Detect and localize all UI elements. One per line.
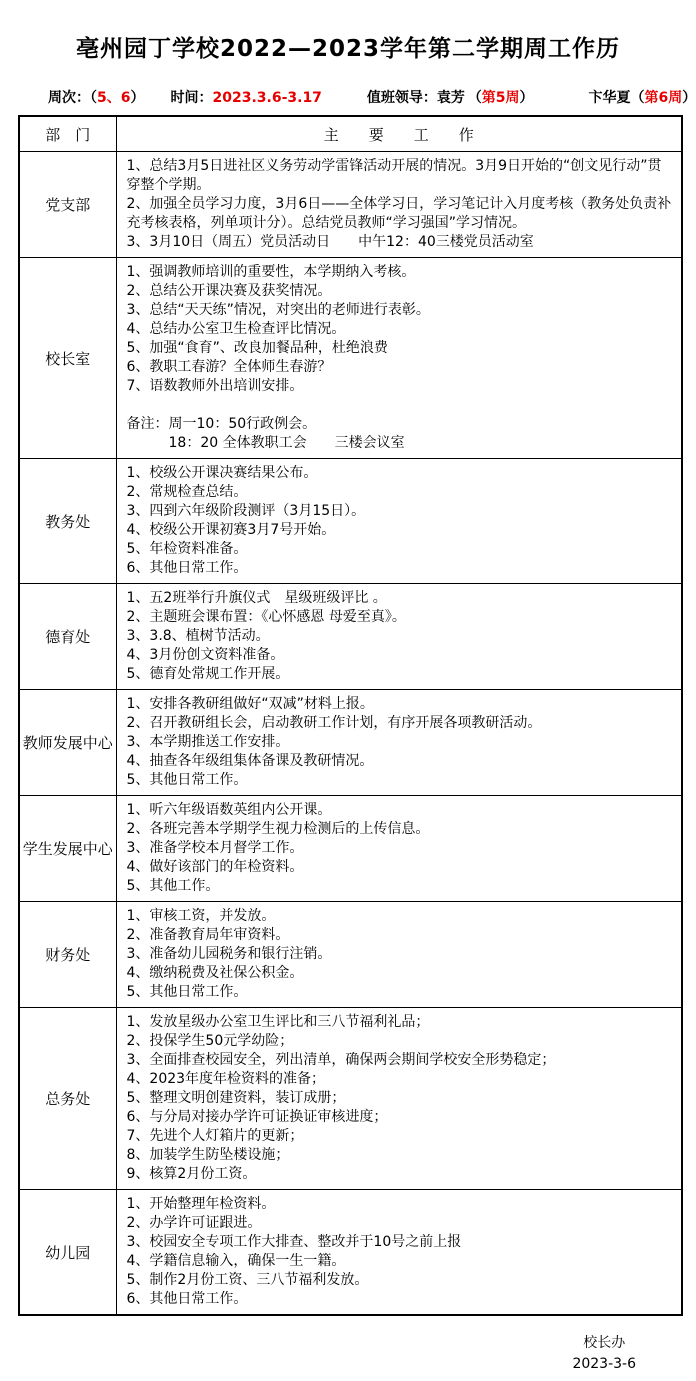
table-row bbox=[19, 459, 682, 584]
week-value: 5、6 bbox=[97, 90, 131, 106]
week-info bbox=[48, 87, 144, 107]
table-header-row bbox=[19, 116, 682, 152]
header-work-cell: 主 要 工 作 bbox=[116, 116, 682, 152]
tasks-cell bbox=[116, 152, 682, 258]
task-line: 4、2023年度年检资料的准备； bbox=[126, 1071, 326, 1087]
duty-leader-week6 bbox=[588, 87, 696, 107]
duty-leader-week5 bbox=[367, 87, 534, 107]
header-dept-cell: 部 门 bbox=[19, 116, 116, 152]
task-line: 4、抽查各年级组集体备课及教研情况。 bbox=[126, 753, 374, 769]
task-line: 3、校园安全专项工作大排查、整改并于10号之前上报 bbox=[126, 1234, 462, 1250]
task-line: 6、其他日常工作。 bbox=[126, 1291, 248, 1307]
task-line: 7、先进个人灯箱片的更新； bbox=[126, 1128, 304, 1144]
duty1-paren-close: ） bbox=[519, 90, 534, 106]
task-line: 4、缴纳税费及社保公积金。 bbox=[126, 965, 304, 981]
tasks-cell bbox=[116, 690, 682, 796]
week-paren-close: ） bbox=[130, 90, 145, 106]
task-line: 6、其他日常工作。 bbox=[126, 560, 248, 576]
table-row bbox=[19, 152, 682, 258]
task-line: 5、德育处常规工作开展。 bbox=[126, 666, 290, 682]
time-label: 时间： bbox=[170, 90, 213, 106]
tasks-cell bbox=[116, 1190, 682, 1316]
task-line: 2、总结公开课决赛及获奖情况。 bbox=[126, 283, 332, 299]
task-line: 4、3月份创文资料准备。 bbox=[126, 647, 285, 663]
info-line bbox=[0, 87, 696, 107]
duty2-name: 卞华夏 bbox=[588, 90, 631, 106]
task-line bbox=[127, 396, 674, 415]
table-row bbox=[19, 1008, 682, 1190]
task-line: 3、本学期推送工作安排。 bbox=[126, 734, 290, 750]
task-line: 2、办学许可证跟进。 bbox=[126, 1215, 262, 1231]
week-label: 周次： bbox=[48, 90, 90, 106]
task-line: 5、制作2月份工资、三八节福利发放。 bbox=[126, 1272, 369, 1288]
time-value: 2023.3.6-3.17 bbox=[212, 90, 322, 106]
dept-cell: 学生发展中心 bbox=[19, 796, 116, 902]
task-line: 1、强调教师培训的重要性，本学期纳入考核。 bbox=[126, 264, 416, 280]
task-line: 2、召开教研组长会，启动教研工作计划，有序开展各项教研活动。 bbox=[126, 715, 542, 731]
task-line: 3、总结“天天练”情况，对突出的老师进行表彰。 bbox=[126, 302, 430, 318]
task-line: 3、全面排查校园安全，列出清单，确保两会期间学校安全形势稳定； bbox=[126, 1052, 556, 1068]
tasks-cell bbox=[116, 584, 682, 690]
dept-cell: 财务处 bbox=[19, 902, 116, 1008]
table-row bbox=[19, 796, 682, 902]
page-footer bbox=[572, 1333, 636, 1375]
duty1-name: 袁芳 bbox=[436, 90, 465, 106]
task-line: 2、常规检查总结。 bbox=[126, 484, 248, 500]
task-line: 4、总结办公室卫生检查评比情况。 bbox=[126, 321, 346, 337]
task-line: 1、审核工资，并发放。 bbox=[126, 908, 276, 924]
table-row bbox=[19, 902, 682, 1008]
tasks-cell bbox=[116, 796, 682, 902]
task-line: 1、总结3月5日进社区义务劳动学雷锋活动开展的情况。3月9日开始的“创文见行动”贯穿整个学期。 bbox=[126, 158, 662, 193]
time-info bbox=[170, 87, 321, 107]
task-line: 1、发放星级办公室卫生评比和三八节福利礼品； bbox=[126, 1014, 430, 1030]
task-line: 5、其他工作。 bbox=[126, 878, 220, 894]
task-line: 6、教职工春游？全体师生春游？ bbox=[126, 359, 332, 375]
task-line: 5、整理文明创建资料，装订成册； bbox=[126, 1090, 346, 1106]
task-line: 4、做好该部门的年检资料。 bbox=[126, 859, 304, 875]
task-line: 7、语数教师外出培训安排。 bbox=[126, 378, 304, 394]
task-line: 2、各班完善本学期学生视力检测后的上传信息。 bbox=[126, 821, 430, 837]
table-row bbox=[19, 258, 682, 459]
task-line: 1、五2班举行升旗仪式 星级班级评比 。 bbox=[126, 590, 387, 606]
table-row bbox=[19, 1190, 682, 1316]
tasks-cell bbox=[116, 1008, 682, 1190]
tasks-cell bbox=[116, 902, 682, 1008]
task-line: 4、学籍信息输入，确保一生一籍。 bbox=[126, 1253, 346, 1269]
dept-cell: 校长室 bbox=[19, 258, 116, 459]
task-line: 1、开始整理年检资料。 bbox=[126, 1196, 276, 1212]
dept-cell: 总务处 bbox=[19, 1008, 116, 1190]
page-title: 亳州园丁学校2022—2023学年第二学期周工作历 bbox=[75, 36, 621, 62]
task-line: 3、3.8、植树节活动。 bbox=[126, 628, 270, 644]
task-line: 5、年检资料准备。 bbox=[126, 541, 248, 557]
dept-cell: 德育处 bbox=[19, 584, 116, 690]
table-row bbox=[19, 584, 682, 690]
task-line: 3、准备幼儿园税务和银行注销。 bbox=[126, 946, 332, 962]
task-line: 18：20 全体教职工会 三楼会议室 bbox=[126, 435, 405, 451]
dept-cell: 教师发展中心 bbox=[19, 690, 116, 796]
footer-date: 2023-3-6 bbox=[572, 1356, 636, 1372]
task-line: 5、其他日常工作。 bbox=[126, 772, 248, 788]
duty1-week: 第5周 bbox=[481, 90, 520, 106]
footer-signature: 校长办 bbox=[583, 1335, 626, 1351]
tasks-cell bbox=[116, 459, 682, 584]
task-line: 2、加强全员学习力度，3月6日——全体学习日，学习笔记计入月度考核（教务处负责补充考核表格，列单项计分）。总结党员教师“学习强国”学习情况。 bbox=[126, 196, 672, 231]
task-line: 1、安排各教研组做好“双减”材料上报。 bbox=[126, 696, 374, 712]
task-line: 1、听六年级语数英组内公开课。 bbox=[126, 802, 332, 818]
task-line: 2、主题班会课布置：《心怀感恩 母爱至真》。 bbox=[126, 609, 406, 625]
duty-label: 值班领导： bbox=[366, 90, 437, 106]
task-line: 5、其他日常工作。 bbox=[126, 984, 248, 1000]
table-row bbox=[19, 690, 682, 796]
weekly-work-table bbox=[18, 115, 683, 1316]
task-line: 3、3月10日（周五）党员活动日 中午12：40三楼党员活动室 bbox=[126, 234, 534, 250]
duty2-paren-close: ） bbox=[682, 90, 696, 106]
task-line: 4、校级公开课初赛3月7号开始。 bbox=[126, 522, 336, 538]
dept-cell: 幼儿园 bbox=[19, 1190, 116, 1316]
tasks-cell bbox=[116, 258, 682, 459]
dept-cell: 教务处 bbox=[19, 459, 116, 584]
task-line: 8、加装学生防坠楼设施； bbox=[126, 1147, 290, 1163]
task-line: 6、与分局对接办学许可证换证审核进度； bbox=[126, 1109, 388, 1125]
task-line: 5、加强“食育”、改良加餐品种，杜绝浪费 bbox=[126, 340, 388, 356]
task-line: 1、校级公开课决赛结果公布。 bbox=[126, 465, 318, 481]
task-line: 9、核算2月份工资。 bbox=[126, 1166, 257, 1182]
task-line: 备注：周一10：50行政例会。 bbox=[126, 416, 317, 432]
task-line: 3、准备学校本月督学工作。 bbox=[126, 840, 304, 856]
duty2-week: 第6周 bbox=[644, 90, 683, 106]
task-line: 2、投保学生50元学幼险； bbox=[126, 1033, 294, 1049]
duty2-paren-open: （ bbox=[630, 90, 645, 106]
dept-cell: 党支部 bbox=[19, 152, 116, 258]
duty1-paren-open: （ bbox=[467, 90, 482, 106]
week-paren-open: （ bbox=[90, 90, 97, 106]
task-line: 2、准备教育局年审资料。 bbox=[126, 927, 290, 943]
task-line: 3、四到六年级阶段测评（3月15日）。 bbox=[126, 503, 366, 519]
